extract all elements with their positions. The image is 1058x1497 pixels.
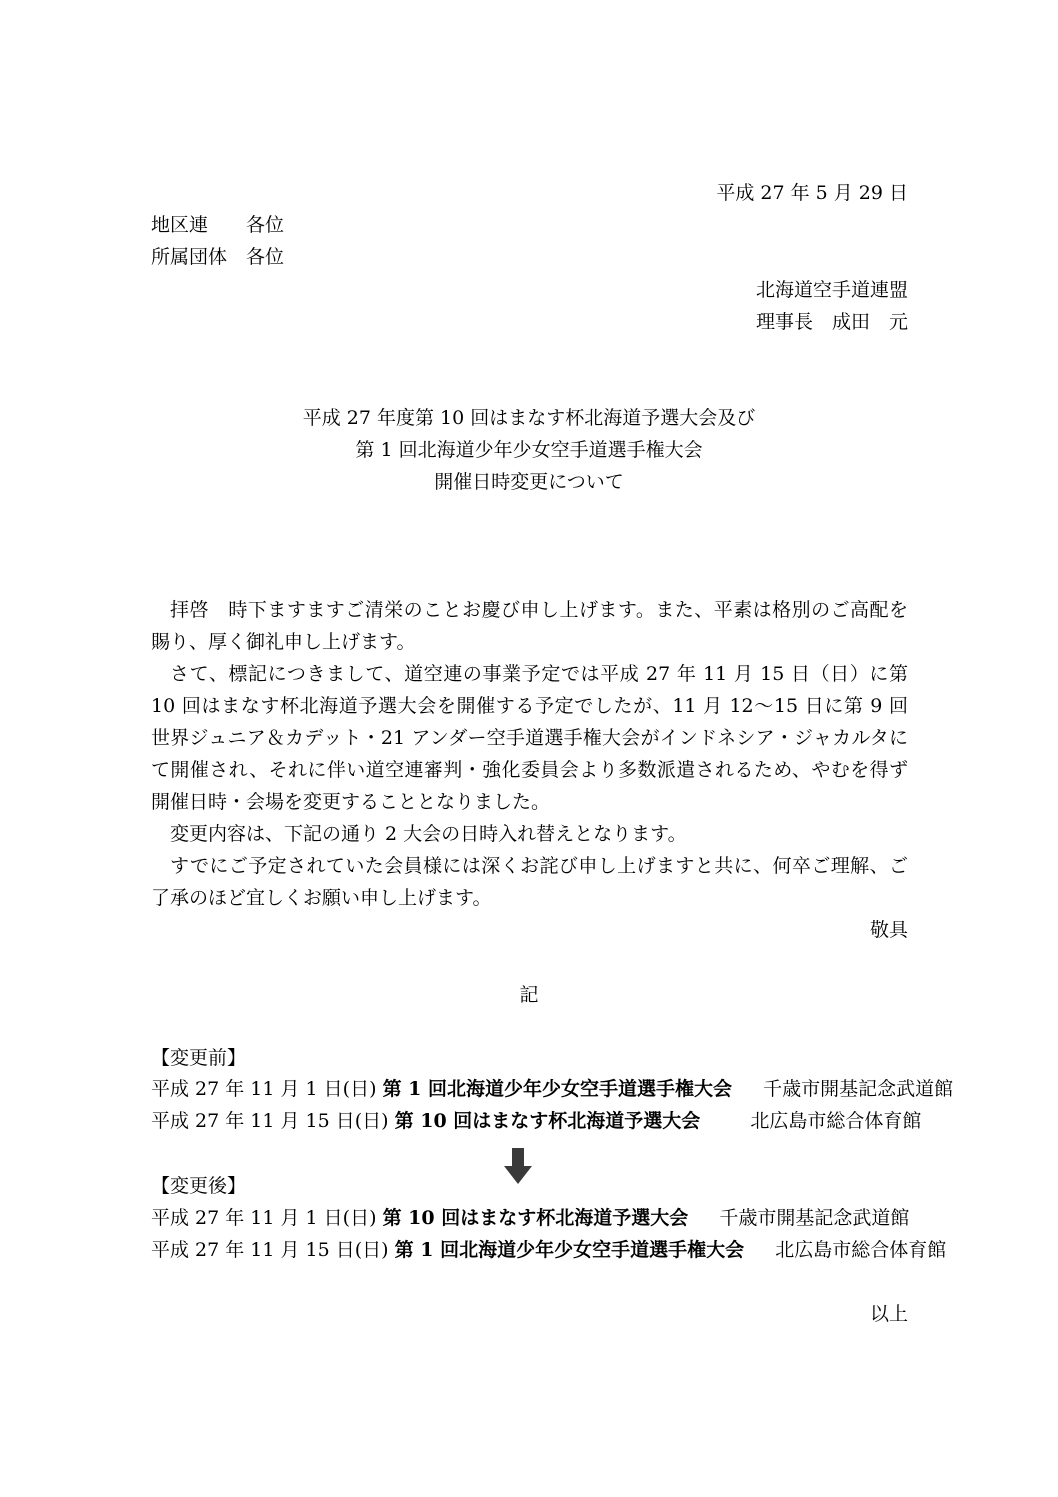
- schedule-date: 平成 27 年 11 月 15 日(日): [151, 1239, 389, 1261]
- schedule-row-after: [151, 1206, 909, 1230]
- body-paragraph: すでにご予定されていた会員様には深くお詫び申し上げますと共に、何卒ご理解、ご了承のほど宜しくお願い申し上げます。: [151, 855, 908, 909]
- recipient-line: 所属団体 各位: [151, 246, 285, 268]
- document-date: 平成 27 年 5 月 29 日: [716, 182, 908, 204]
- sender-organization: 北海道空手道連盟: [755, 279, 908, 301]
- ki-heading: 記: [519, 984, 539, 1006]
- schedule-venue: 千歳市開基記念武道館: [719, 1207, 910, 1229]
- letter-body: [151, 594, 908, 914]
- schedule-venue: 千歳市開基記念武道館: [763, 1078, 954, 1100]
- schedule-row-after: [151, 1238, 946, 1262]
- schedule-date: 平成 27 年 11 月 15 日(日): [151, 1110, 389, 1132]
- body-paragraph: 拝啓 時下ますますご清栄のことお慶び申し上げます。また、平素は格別のご高配を賜り、厚く御礼申し上げます。: [151, 599, 908, 653]
- schedule-venue: 北広島市総合体育館: [750, 1110, 922, 1132]
- schedule-event: 第 10 回はまなす杯北海道予選大会: [382, 1207, 689, 1229]
- schedule-event: 第 10 回はまなす杯北海道予選大会: [394, 1110, 701, 1132]
- schedule-date: 平成 27 年 11 月 1 日(日): [151, 1078, 377, 1100]
- body-paragraph: さて、標記につきまして、道空連の事業予定では平成 27 年 11 月 15 日（日）に第 10 回はまなす杯北海道予選大会を開催する予定でしたが、11 月 12〜15 日に第 9 回 世界ジュニア＆カデット・21 アンダー空手道選手権大会がインドネシア・ジャカルタにて開催され、それに伴い道空連審判・強化委員会より多数派遣されるため、やむを得ず開催日時・会場を変更することとなりました。: [151, 663, 908, 813]
- body-paragraph: 変更内容は、下記の通り 2 大会の日時入れ替えとなります。: [170, 823, 687, 845]
- schedule-row-before: [151, 1077, 953, 1101]
- before-label: 【変更前】: [151, 1047, 247, 1069]
- closing-keigu: 敬具: [869, 919, 908, 941]
- title-line: 開催日時変更について: [434, 471, 624, 493]
- title-line: 第 1 回北海道少年少女空手道選手権大会: [355, 439, 703, 461]
- schedule-venue: 北広島市総合体育館: [775, 1239, 947, 1261]
- recipient-line: 地区連 各位: [151, 214, 285, 236]
- schedule-date: 平成 27 年 11 月 1 日(日): [151, 1207, 377, 1229]
- title-line: 平成 27 年度第 10 回はまなす杯北海道予選大会及び: [302, 407, 756, 429]
- down-arrow-icon: [504, 1148, 532, 1184]
- schedule-row-before: [151, 1109, 921, 1133]
- after-label: 【変更後】: [151, 1175, 247, 1197]
- schedule-event: 第 1 回北海道少年少女空手道選手権大会: [394, 1239, 745, 1261]
- schedule-event: 第 1 回北海道少年少女空手道選手権大会: [382, 1078, 733, 1100]
- sender-name: 理事長 成田 元: [755, 311, 908, 333]
- ending-ijou: 以上: [869, 1303, 908, 1325]
